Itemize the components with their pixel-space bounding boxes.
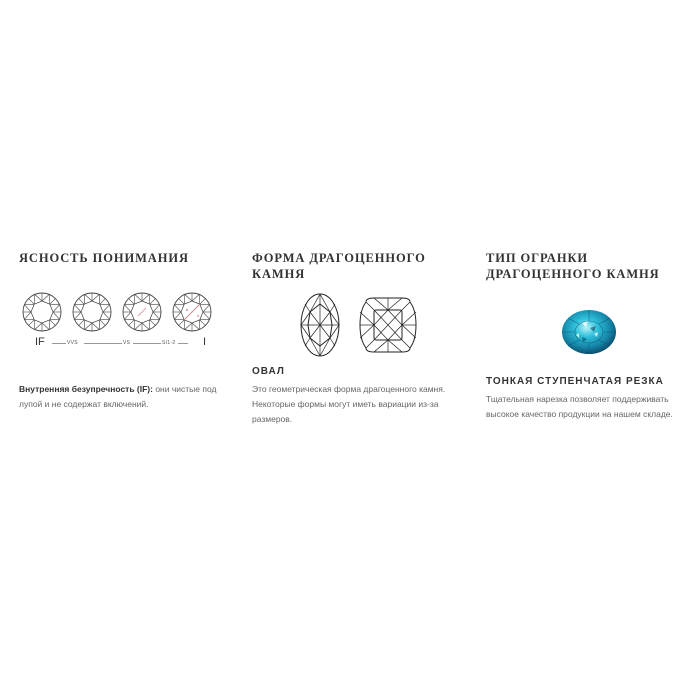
scale-vs-label: VS bbox=[123, 340, 131, 346]
clarity-section bbox=[19, 250, 234, 409]
scale-divider bbox=[178, 343, 188, 344]
shape-section bbox=[252, 250, 467, 424]
shape-subtitle: ОВАЛ bbox=[252, 366, 285, 377]
clarity-description bbox=[19, 382, 229, 412]
diamond-vvs-icon bbox=[73, 293, 111, 331]
clarity-scale bbox=[22, 336, 237, 350]
scale-divider bbox=[52, 343, 66, 344]
scale-vvs-label: VVS bbox=[67, 340, 78, 346]
scale-i-label: I bbox=[203, 336, 207, 348]
clarity-diagrams bbox=[22, 290, 222, 350]
diamond-si-icon bbox=[173, 293, 211, 331]
shape-diagrams bbox=[300, 290, 420, 380]
clarity-description-text: они чистые под лупой и не содержат включений. bbox=[19, 384, 217, 409]
cut-section bbox=[486, 250, 686, 419]
oval-shape-icon bbox=[300, 290, 425, 360]
gemstone-image bbox=[560, 308, 618, 356]
diamond-if-icon bbox=[23, 293, 61, 331]
scale-divider bbox=[84, 343, 122, 344]
scale-if-label: IF bbox=[35, 336, 45, 348]
cushion-cut-icon bbox=[360, 298, 416, 352]
clarity-description-bold: Внутренняя безупречность (IF): bbox=[19, 384, 153, 394]
cut-description: Тщательная нарезка позволяет поддерживать высокое качество продукции на нашем складе. bbox=[486, 394, 673, 419]
shape-description: Это геометрическая форма драгоценного камня. Некоторые формы могут иметь вариации из-за размеров. bbox=[252, 384, 446, 424]
scale-si-label: SI1-2 bbox=[162, 340, 176, 346]
oval-cut-icon bbox=[301, 294, 339, 356]
clarity-title: ЯСНОСТЬ ПОНИМАНИЯ bbox=[19, 251, 189, 265]
blue-gem-icon bbox=[560, 308, 618, 356]
scale-divider bbox=[133, 343, 161, 344]
diamond-vs-icon bbox=[123, 293, 161, 331]
cut-title: ТИП ОГРАНКИ ДРАГОЦЕННОГО КАМНЯ bbox=[486, 251, 660, 281]
cut-subtitle: ТОНКАЯ СТУПЕНЧАТАЯ РЕЗКА bbox=[486, 376, 664, 387]
shape-title: ФОРМА ДРАГОЦЕННОГО КАМНЯ bbox=[252, 251, 426, 281]
